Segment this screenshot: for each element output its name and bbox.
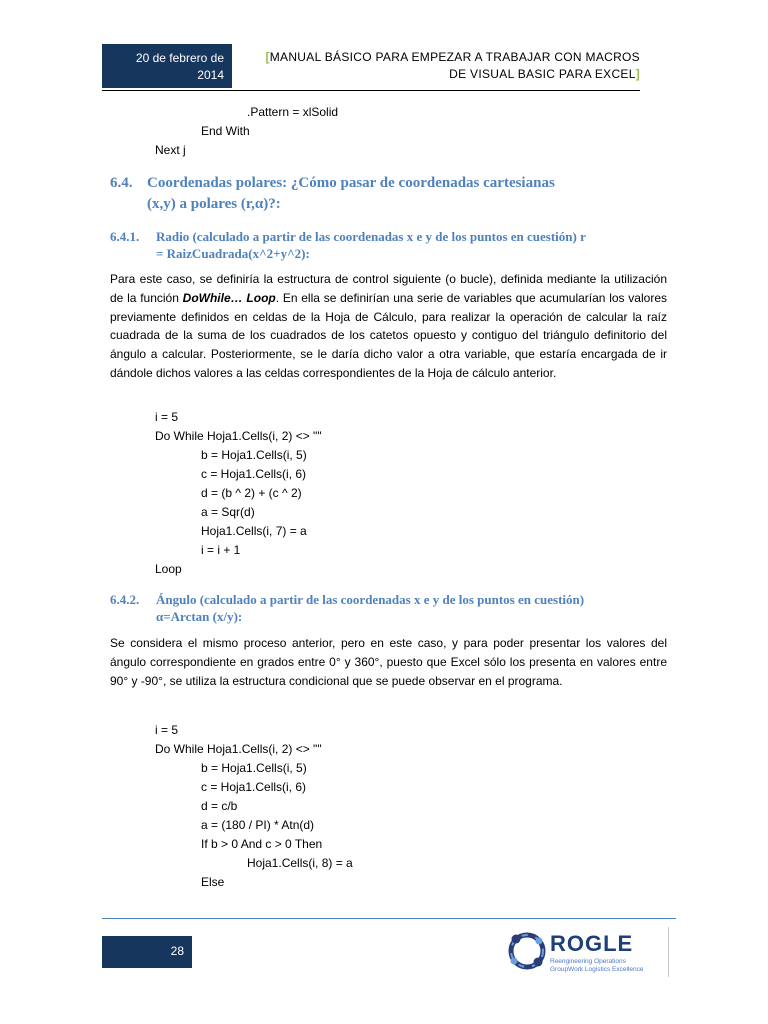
header-date-line1: 20 de febrero de (135, 51, 224, 65)
code-line: Hoja1.Cells(i, 7) = a (201, 524, 307, 538)
title-line1: MANUAL BÁSICO PARA EMPEZAR A TRABAJAR CON MACROS (269, 50, 640, 64)
logo-tagline-1: Reengineering Operations (550, 958, 626, 965)
subsection-title-line1: Ángulo (calculado a partir de las coordenadas x e y de los puntos en cuestión) (156, 592, 585, 607)
code-line: d = (b ^ 2) + (c ^ 2) (201, 486, 302, 500)
subsection-title-line2: α=Arctan (x/y): (156, 609, 243, 624)
code-line: Hoja1.Cells(i, 8) = a (247, 856, 353, 870)
code-line: i = 5 (155, 410, 179, 424)
section-heading (110, 173, 555, 215)
document-title (240, 49, 640, 83)
paragraph-emphasis: DoWhile… Loop (182, 290, 276, 305)
code-line: .Pattern = xlSolid (247, 105, 339, 119)
code-line: c = Hoja1.Cells(i, 6) (201, 467, 307, 481)
code-line: i = i + 1 (201, 543, 241, 557)
rogle-logo (503, 927, 669, 979)
code-line: Do While Hoja1.Cells(i, 2) <> "" (155, 429, 322, 443)
code-line: c = Hoja1.Cells(i, 6) (201, 780, 307, 794)
logo-tagline-2: GroupWork Logistics Excellence (550, 966, 644, 973)
code-line: Do While Hoja1.Cells(i, 2) <> "" (155, 742, 322, 756)
title-bracket-open: [ (265, 50, 270, 64)
header-date-line2: 2014 (197, 68, 224, 82)
paragraph-text: . En ella se definirían una serie de variables que acumularían los valores previamente definidos en celdas de la Hoja de Cálculo, para realizar la operación de calcular la raíz cuadrada de la suma de los cuadrados de los catetos opuesto y contiguo del triángulo definitorio del ángulo a calcular. Posteriormente, se le daría dicho valor a otra variable, que estaría encargada de ir dándole dichos valores a las celdas correspondientes de la Hoja de cálculo anterior. (110, 290, 667, 380)
subsection-title-line1: Radio (calculado a partir de las coordenadas x e y de los puntos en cuestión) r (156, 229, 586, 244)
footer-divider (102, 918, 676, 919)
paragraph-text: Para este caso, se definiría la estructura de control siguiente (o bucle), definida mediante la utilización de la función (110, 272, 667, 305)
code-line: Else (201, 875, 225, 889)
code-line: End With (201, 124, 250, 138)
header-date-box (102, 44, 232, 88)
subsection-heading (110, 228, 586, 262)
code-line: a = Sqr(d) (201, 505, 255, 519)
section-title-line2: (x,y) a polares (r,α)?: (147, 196, 281, 212)
code-line: i = 5 (155, 723, 179, 737)
rogle-ring-logo-icon (505, 929, 549, 973)
code-line: a = (180 / PI) * Atn(d) (201, 818, 315, 832)
logo-divider (668, 927, 669, 977)
subsection-title-line2: = RaizCuadrada(x^2+y^2): (156, 246, 310, 261)
logo-name: ROGLE (550, 931, 634, 956)
section-number: 6.4. (110, 175, 133, 191)
page-number: 28 (102, 936, 192, 968)
title-bracket-close: ] (635, 67, 640, 81)
code-line: b = Hoja1.Cells(i, 5) (201, 448, 307, 462)
paragraph: Se considera el mismo proceso anterior, pero en este caso, y para poder presentar los valores del ángulo correspondiente en grados entre 0° y 360°, puesto que Excel sólo los presenta en valores entre 90° y -90°, se utiliza la estructura condicional que se puede observar en el programa. (110, 636, 667, 688)
code-line: Loop (155, 562, 182, 576)
paragraph (110, 270, 667, 383)
section-title-line1: Coordenadas polares: ¿Cómo pasar de coordenadas cartesianas (147, 175, 555, 191)
code-line: b = Hoja1.Cells(i, 5) (201, 761, 307, 775)
subsection-number: 6.4.2. (110, 592, 140, 607)
code-line: If b > 0 And c > 0 Then (201, 837, 323, 851)
subsection-heading (110, 591, 584, 625)
code-line: Next j (155, 143, 186, 157)
header-divider (102, 90, 640, 91)
title-line2: DE VISUAL BASIC PARA EXCEL (449, 67, 636, 81)
code-line: d = c/b (201, 799, 238, 813)
subsection-number: 6.4.1. (110, 229, 140, 244)
